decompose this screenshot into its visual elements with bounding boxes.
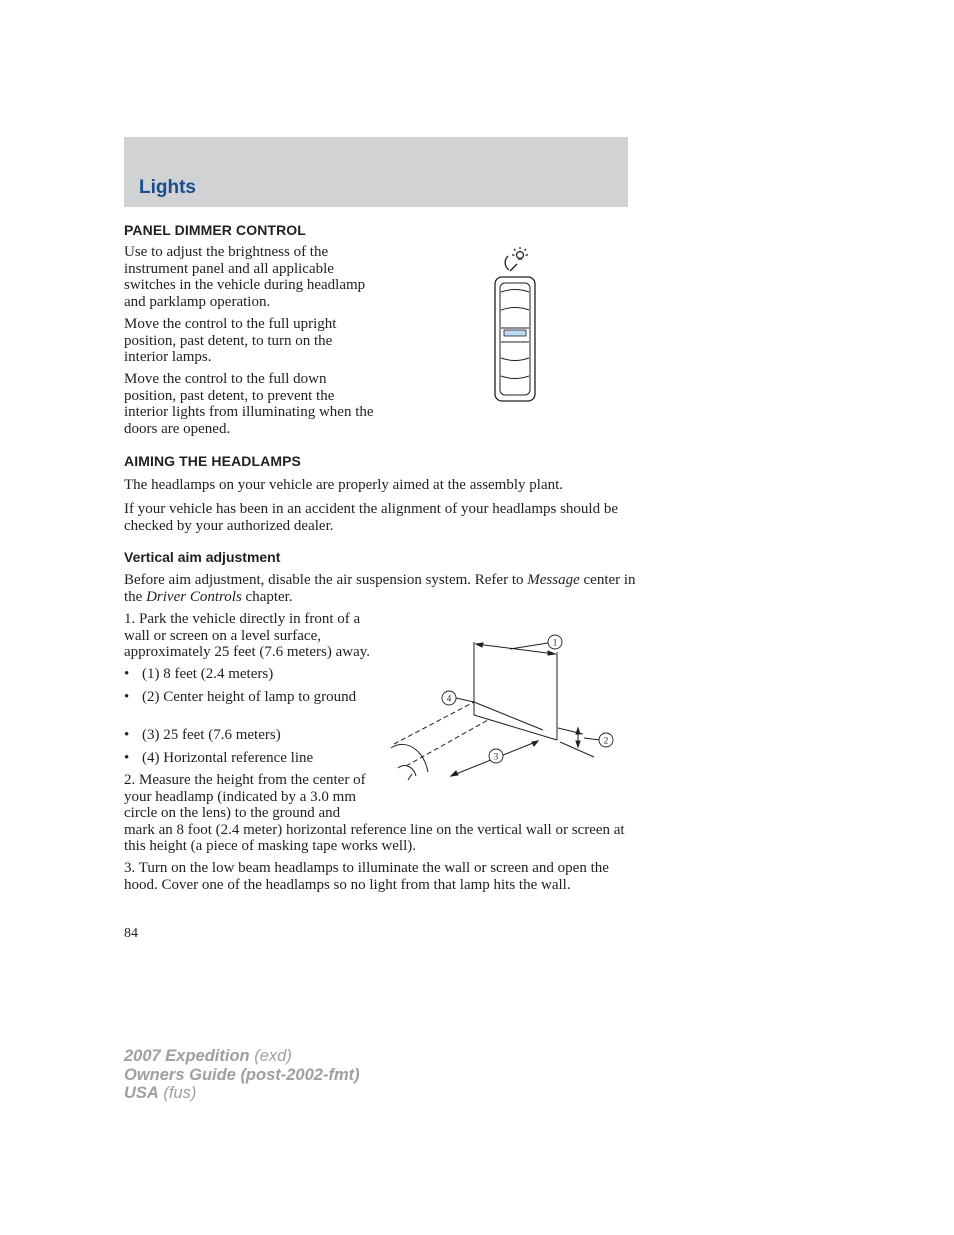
bullet-item-4: • (4) Horizontal reference line: [124, 750, 314, 766]
section-title: Lights: [139, 177, 196, 198]
aiming-paragraph-2: If your vehicle has been in an accident the alignment of your headlamps should be checked by your authorized dealer.: [124, 501, 619, 534]
document-footer: [124, 1047, 360, 1103]
callout-2: [599, 733, 613, 747]
panel-dimmer-paragraph-2: Move the control to the full upright position, past detent, to turn on the interior lamps.: [124, 316, 337, 365]
svg-text:2: 2: [603, 735, 609, 746]
panel-dimmer-paragraph-3: Move the control to the full down position, past detent, to prevent the interior lights from illuminating when the doors are opened.: [124, 371, 374, 437]
step-3: 3. Turn on the low beam headlamps to illuminate the wall or screen and open the hood. Cover one of the headlamps so no light from that lamp hits the wall.: [124, 860, 609, 893]
step-2: 2. Measure the height from the center of your headlamp (indicated by a 3.0 mm circle on the lens) to the ground and mark an 8 foot (2.4 meter) horizontal reference line on the vertical wall or screen at this height (a piece of masking tape works well).: [124, 772, 625, 854]
dimmer-illustration: [490, 244, 550, 406]
svg-text:4: 4: [446, 693, 452, 704]
callout-4: [442, 691, 456, 705]
callout-1: [548, 635, 562, 649]
bullet-item-3: • (3) 25 feet (7.6 meters): [124, 727, 281, 743]
svg-text:3: 3: [493, 751, 499, 762]
header-band: [124, 137, 628, 207]
bullet-item-2: • (2) Center height of lamp to ground: [124, 689, 357, 705]
page-number: 84: [124, 926, 138, 941]
vertical-aim-intro: Before aim adjustment, disable the air suspension system. Refer to Message center in the Driver Controls chapter.: [124, 572, 636, 605]
aiming-heading: AIMING THE HEADLAMPS: [124, 453, 301, 469]
dimmer-bulb-icon: [505, 247, 528, 271]
panel-dimmer-heading: PANEL DIMMER CONTROL: [124, 222, 306, 238]
step-1: 1. Park the vehicle directly in front of a wall or screen on a level surface, approximately 25 feet (7.6 meters) away.: [124, 611, 371, 660]
callout-3: [489, 749, 503, 763]
footer-line-3: USA (fus): [124, 1084, 197, 1102]
headlamp-aim-diagram: [388, 630, 628, 785]
panel-dimmer-paragraph-1: Use to adjust the brightness of the instrument panel and all applicable switches in the vehicle during headlamp and parklamp operation.: [124, 244, 366, 310]
footer-line-1: 2007 Expedition (exd): [124, 1047, 292, 1065]
svg-text:1: 1: [552, 637, 558, 648]
footer-line-2: Owners Guide (post-2002-fmt): [124, 1065, 360, 1084]
bullet-item-1: • (1) 8 feet (2.4 meters): [124, 666, 274, 682]
vertical-aim-heading: Vertical aim adjustment: [124, 549, 281, 565]
dimmer-thumbwheel-icon: [495, 277, 535, 401]
aiming-paragraph-1: The headlamps on your vehicle are properly aimed at the assembly plant.: [124, 477, 564, 493]
